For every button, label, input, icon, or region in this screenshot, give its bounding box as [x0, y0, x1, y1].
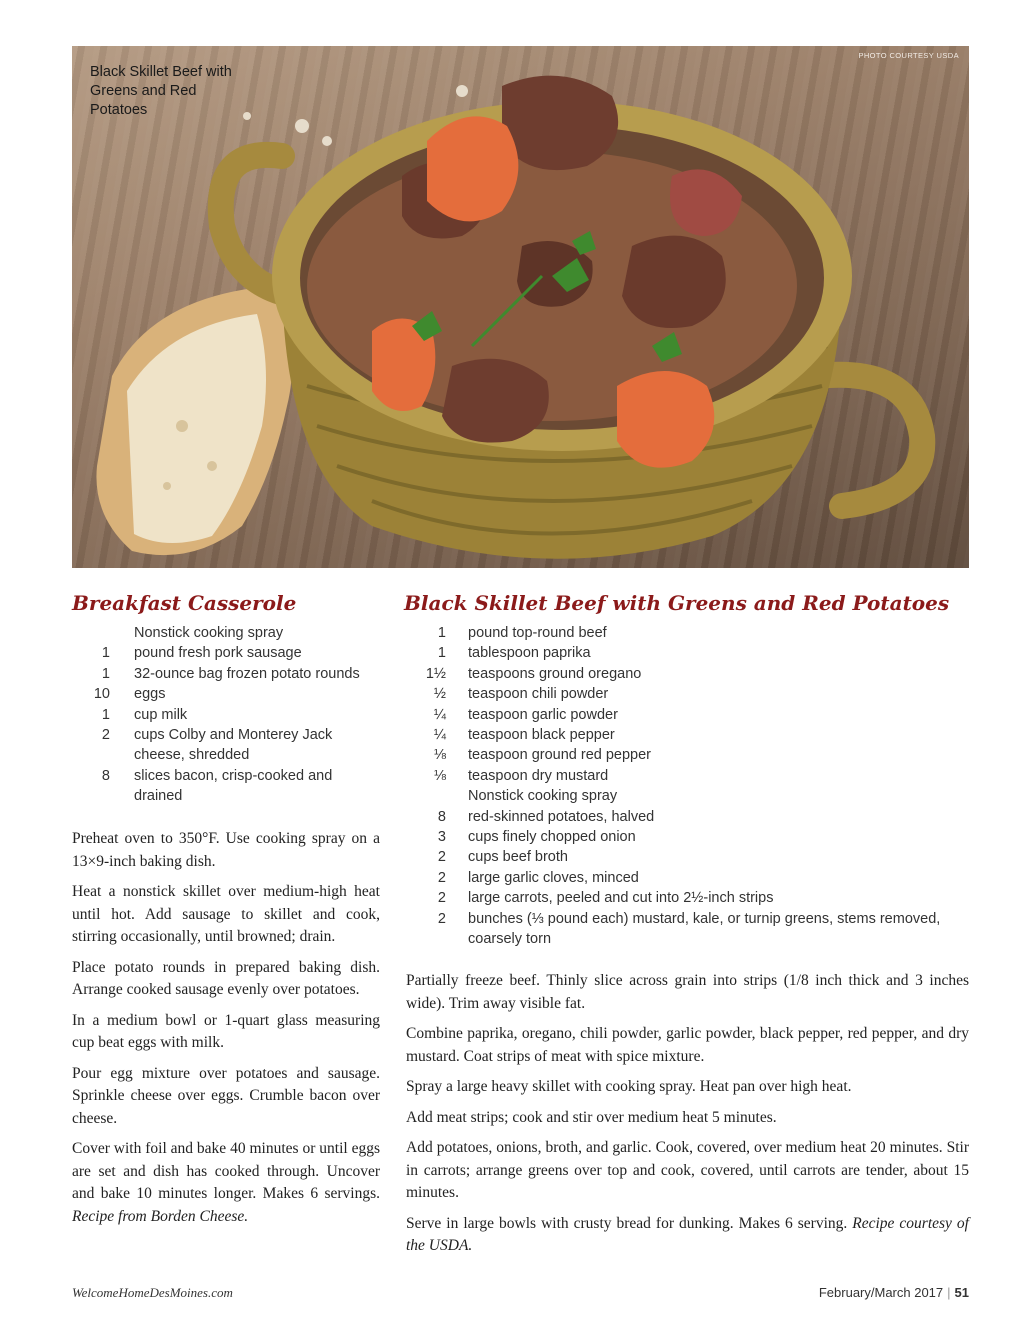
instruction-step: Partially freeze beef. Thinly slice across grain into strips (1/8 inch thick and 3 inches wide). Trim away visible fat. [406, 972, 969, 1012]
instructions-black-skillet-beef [406, 970, 969, 1266]
recipe-title-black-skillet-beef: Black Skillet Beef with Greens and Red Potatoes [404, 591, 950, 615]
stew-bowl-illustration [72, 46, 969, 568]
ingredient-item [404, 745, 969, 765]
ingredient-qty [404, 786, 468, 806]
ingredient-text: slices bacon, crisp-cooked and drained [134, 767, 333, 805]
instruction-step: In a medium bowl or 1-quart glass measuring cup beat eggs with milk. [72, 1011, 380, 1051]
ingredient-text: Nonstick cooking spray [134, 625, 284, 641]
ingredient-text: tablespoon paprika [468, 645, 591, 662]
instruction-step: Preheat oven to 350°F. Use cooking spray on a 13×9-inch baking dish. [72, 830, 380, 870]
footer-issue-date: February/March 2017 [818, 1285, 944, 1300]
ingredient-text: cups Colby and Monterey Jack cheese, shredded [134, 727, 333, 764]
ingredient-item [404, 705, 969, 725]
photo-credit: PHOTO COURTESY USDA [858, 51, 959, 60]
ingredient-item [404, 725, 969, 745]
ingredient-qty: 2 [437, 849, 446, 866]
ingredient-text: bunches (⅓ pound each) mustard, kale, or turnip greens, stems removed, coarsely torn [468, 910, 941, 948]
ingredient-qty: ⅛ [433, 767, 446, 784]
footer-separator: | [947, 1285, 951, 1300]
ingredient-text: teaspoon black pepper [468, 727, 615, 744]
ingredient-qty: 2 [437, 910, 446, 927]
ingredient-text: 32-ounce bag frozen potato rounds [134, 665, 360, 682]
ingredient-qty: ¼ [433, 727, 446, 744]
ingredient-qty: 8 [437, 808, 446, 825]
instructions-breakfast-casserole [72, 828, 380, 1236]
ingredient-list-black-skillet-beef [404, 623, 969, 950]
instruction-step: Pour egg mixture over potatoes and sausage. Sprinkle cheese over eggs. Crumble bacon over cheese. [72, 1064, 380, 1127]
ingredient-item [72, 664, 382, 684]
ingredient-qty: 1 [101, 665, 110, 682]
recipe-credit: Recipe from Borden Cheese. [72, 1207, 249, 1225]
footer-site-link[interactable]: WelcomeHomeDesMoines.com [72, 1285, 233, 1300]
ingredient-item [404, 888, 969, 908]
ingredient-text: cups beef broth [468, 849, 568, 866]
footer-issue-info [819, 1285, 969, 1300]
instruction-step-final [406, 1213, 969, 1258]
ingredient-item [72, 643, 382, 663]
ingredient-qty: 1 [101, 645, 110, 662]
instruction-step: Heat a nonstick skillet over medium-high heat until hot. Add sausage to skillet and cook, stirring occasionally, until browned; drain. [72, 883, 380, 945]
ingredient-text: pound top-round beef [468, 625, 607, 641]
ingredient-item [404, 684, 969, 704]
ingredient-qty [72, 623, 134, 643]
instruction-step: Add potatoes, onions, broth, and garlic. Cook, covered, over medium heat 20 minutes. Stir in carrots; arrange greens over top and cook, covered, until carrots are tender, about 15 minutes. [406, 1139, 969, 1201]
ingredient-qty: ⅛ [433, 747, 446, 764]
instruction-step-text: Serve in large bowls with crusty bread for dunking. Makes 6 serving. [406, 1214, 848, 1232]
recipe-title-breakfast-casserole: Breakfast Casserole [72, 591, 297, 615]
ingredient-qty: 2 [101, 727, 110, 744]
ingredient-text: large garlic cloves, minced [468, 869, 639, 886]
ingredient-item [404, 847, 969, 867]
ingredient-qty: 10 [93, 686, 110, 703]
ingredient-item [72, 623, 382, 643]
ingredient-text: cups finely chopped onion [468, 829, 636, 846]
ingredient-text: red-skinned potatoes, halved [468, 808, 655, 825]
recipe-photo [72, 46, 969, 568]
ingredient-item [72, 705, 382, 725]
photo-caption: Black Skillet Beef with Greens and Red Potatoes [90, 64, 232, 118]
ingredient-qty: 2 [437, 890, 446, 907]
ingredient-text: teaspoons ground oregano [468, 665, 642, 682]
ingredient-text: cup milk [134, 706, 188, 723]
ingredient-text: teaspoon chili powder [468, 686, 609, 703]
ingredient-qty: 1 [437, 625, 446, 641]
ingredient-qty: 8 [101, 767, 110, 784]
ingredient-text: pound fresh pork sausage [134, 645, 302, 662]
ingredient-text: Nonstick cooking spray [468, 788, 618, 805]
ingredient-item [404, 909, 969, 950]
ingredient-item [72, 684, 382, 704]
ingredient-item [72, 766, 382, 807]
ingredient-item [404, 827, 969, 847]
ingredient-item [404, 868, 969, 888]
ingredient-qty: 1½ [425, 665, 446, 682]
ingredient-qty: 1 [437, 645, 446, 662]
instruction-step: Combine paprika, oregano, chili powder, garlic powder, black pepper, red pepper, and dry mustard. Coat strips of meat with spice mixture. [406, 1025, 969, 1065]
ingredient-item [404, 786, 969, 806]
ingredient-qty: ¼ [433, 706, 446, 723]
ingredient-text: large carrots, peeled and cut into 2½-inch strips [468, 890, 774, 907]
ingredient-qty: ½ [433, 686, 446, 703]
instruction-step: Spray a large heavy skillet with cooking spray. Heat pan over high heat. [406, 1078, 852, 1095]
ingredient-qty: 2 [437, 869, 446, 886]
ingredient-item [404, 623, 969, 643]
ingredient-item [404, 664, 969, 684]
ingredient-item [72, 725, 382, 766]
instruction-step: Add meat strips; cook and stir over medium heat 5 minutes. [406, 1108, 777, 1126]
ingredient-text: teaspoon dry mustard [468, 767, 609, 784]
instruction-step-final [72, 1138, 380, 1228]
ingredient-item [404, 643, 969, 663]
ingredient-qty: 1 [101, 706, 110, 723]
ingredient-text: eggs [134, 686, 166, 703]
ingredient-text: teaspoon ground red pepper [468, 747, 652, 764]
page-number: 51 [954, 1285, 969, 1300]
recipe-credit: Recipe courtesy of the USDA. [406, 1214, 969, 1254]
instruction-step-text: Cover with foil and bake 40 minutes or until eggs are set and dish has cooked through. Uncover and bake 10 minutes longer. Makes 6 servings. [72, 1140, 380, 1202]
ingredient-qty: 3 [437, 829, 446, 846]
ingredient-item [404, 766, 969, 786]
instruction-step: Place potato rounds in prepared baking dish. Arrange cooked sausage evenly over potatoes. [72, 958, 380, 998]
ingredient-item [404, 807, 969, 827]
ingredient-text: teaspoon garlic powder [468, 706, 618, 723]
ingredient-list-breakfast-casserole [72, 623, 382, 807]
